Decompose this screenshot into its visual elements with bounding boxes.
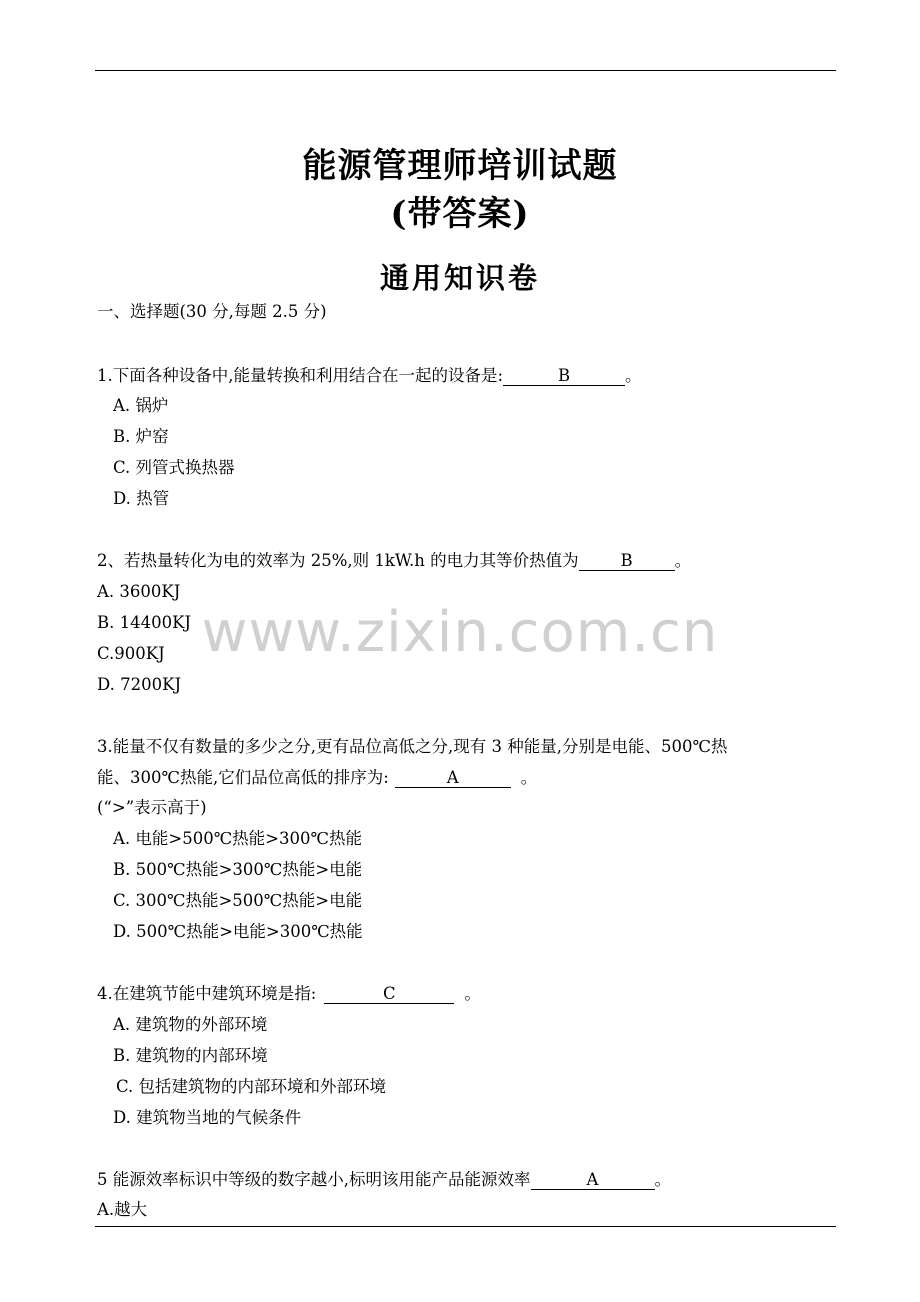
question-2-option-a: A. 3600KJ	[97, 582, 181, 601]
question-4-option-a: A. 建筑物的外部环境	[113, 1015, 268, 1034]
question-4	[97, 984, 481, 1004]
question-3-line-2	[97, 768, 537, 788]
question-3-option-d: D. 500℃热能>电能>300℃热能	[113, 922, 363, 941]
section-title: 通用知识卷	[379, 261, 540, 295]
section-heading: 一、选择题(30 分,每题 2.5 分)	[97, 302, 327, 321]
question-2	[97, 551, 691, 571]
question-4-end: 。	[464, 984, 481, 1003]
question-2-answer: B	[579, 552, 675, 571]
watermark: www.zixin.com.cn	[201, 600, 719, 665]
question-2-option-c: C.900KJ	[97, 644, 165, 663]
question-4-text: 4.在建筑节能中建筑环境是指:	[97, 984, 317, 1003]
question-2-option-b: B. 14400KJ	[97, 613, 192, 632]
question-1-text: 1.下面各种设备中,能量转换和利用结合在一起的设备是:	[97, 366, 504, 385]
question-3-answer: A	[395, 769, 511, 788]
question-4-option-d: D. 建筑物当地的气候条件	[113, 1108, 302, 1127]
question-1-option-b: B. 炉窑	[113, 427, 169, 446]
question-5-end: 。	[654, 1170, 671, 1189]
question-1-end: 。	[625, 366, 642, 385]
question-1-option-c: C. 列管式换热器	[113, 458, 235, 477]
question-5-text: 5 能源效率标识中等级的数字越小,标明该用能产品能源效率	[97, 1170, 531, 1189]
question-3-end: 。	[520, 768, 538, 787]
question-3-text: 能、300℃热能,它们品位高低的排序为:	[97, 768, 389, 787]
question-4-option-c: C. 包括建筑物的内部环境和外部环境	[116, 1077, 387, 1096]
question-5-option-a: A.越大	[97, 1200, 148, 1219]
bottom-rule	[95, 1226, 836, 1227]
question-1	[97, 366, 642, 386]
top-rule	[95, 70, 836, 71]
question-2-option-d: D. 7200KJ	[97, 675, 182, 694]
question-3-note: (“>”表示高于)	[97, 798, 207, 817]
question-2-text: 2、若热量转化为电的效率为 25%,则 1kW.h 的电力其等价热值为	[97, 551, 579, 570]
question-1-option-d: D. 热管	[113, 489, 170, 508]
question-3-option-a: A. 电能>500℃热能>300℃热能	[113, 829, 362, 848]
document-title-suffix: (带答案)	[390, 194, 530, 234]
question-3-line-1: 3.能量不仅有数量的多少之分,更有品位高低之分,现有 3 种能量,分别是电能、500℃热	[97, 737, 728, 756]
question-5-answer: A	[531, 1171, 655, 1190]
document-title: 能源管理师培训试题	[302, 146, 618, 186]
question-5	[97, 1170, 671, 1190]
question-1-option-a: A. 锅炉	[113, 396, 169, 415]
question-1-answer: B	[503, 367, 625, 386]
question-4-answer: C	[324, 985, 454, 1004]
question-3-option-c: C. 300℃热能>500℃热能>电能	[113, 891, 363, 910]
question-4-option-b: B. 建筑物的内部环境	[113, 1046, 268, 1065]
question-3-option-b: B. 500℃热能>300℃热能>电能	[113, 860, 363, 879]
question-2-end: 。	[674, 551, 692, 570]
